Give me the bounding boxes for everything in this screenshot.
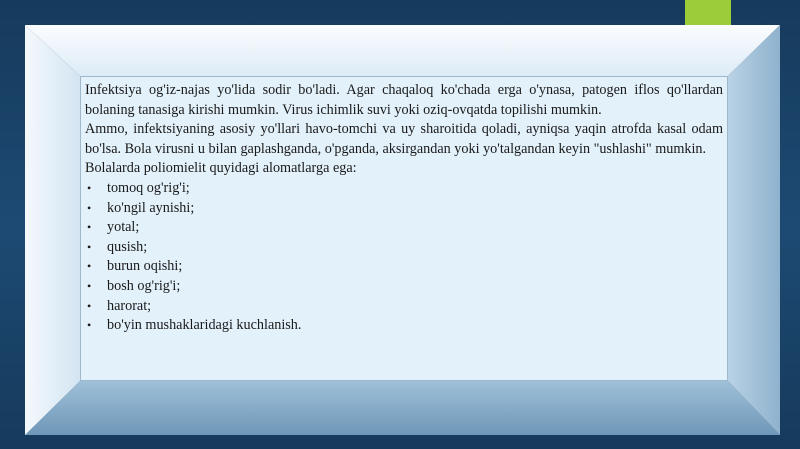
- list-item: [85, 316, 723, 336]
- bullet-icon: •: [87, 200, 92, 215]
- paragraph-airborne: Ammo, infektsiyaning asosiy yo'llari havo-tomchi va uy sharoitida qoladi, ayniqsa yaqin atrofda kasal odam bo'lsa. Bola virusni u bilan gaplashganda, o'pganda, aksirgandan yoki yo'talgandan keyin "ushlashi" mumkin.: [85, 121, 723, 157]
- bullet-icon: •: [87, 259, 92, 274]
- list-item-text: burun oqishi;: [107, 258, 183, 275]
- list-item: [85, 179, 723, 199]
- bullet-icon: •: [87, 298, 92, 313]
- bullet-icon: •: [87, 220, 92, 235]
- list-item-text: yotal;: [107, 219, 140, 236]
- symptom-list: [85, 179, 723, 336]
- bullet-icon: •: [87, 239, 92, 254]
- list-item: [85, 218, 723, 238]
- list-item: [85, 257, 723, 277]
- bullet-icon: •: [87, 278, 92, 293]
- list-item: [85, 199, 723, 219]
- bullet-icon: •: [87, 180, 92, 195]
- list-item-text: qusish;: [107, 238, 148, 255]
- slide-content: [80, 76, 728, 381]
- list-item: [85, 277, 723, 297]
- list-item: [85, 297, 723, 317]
- accent-tab: [685, 0, 731, 26]
- bullet-icon: •: [87, 318, 92, 333]
- list-item-text: bosh og'rig'i;: [107, 277, 181, 294]
- list-item: [85, 238, 723, 258]
- list-item-text: harorat;: [107, 297, 152, 314]
- list-item-text: bo'yin mushaklaridagi kuchlanish.: [107, 317, 302, 334]
- paragraph-transmission: Infektsiya og'iz-najas yo'lida sodir bo'ladi. Agar chaqaloq ko'chada erga o'ynasa, patogen iflos qo'llardan bolaning tanasiga kirishi mumkin. Virus ichimlik suvi yoki oziq-ovqatda topilishi mumkin.: [85, 82, 723, 118]
- paragraph-symptoms-intro: Bolalarda poliomielit quyidagi alomatlarga ega:: [85, 160, 357, 177]
- list-item-text: tomoq og'rig'i;: [107, 179, 190, 196]
- list-item-text: ko'ngil aynishi;: [107, 199, 195, 216]
